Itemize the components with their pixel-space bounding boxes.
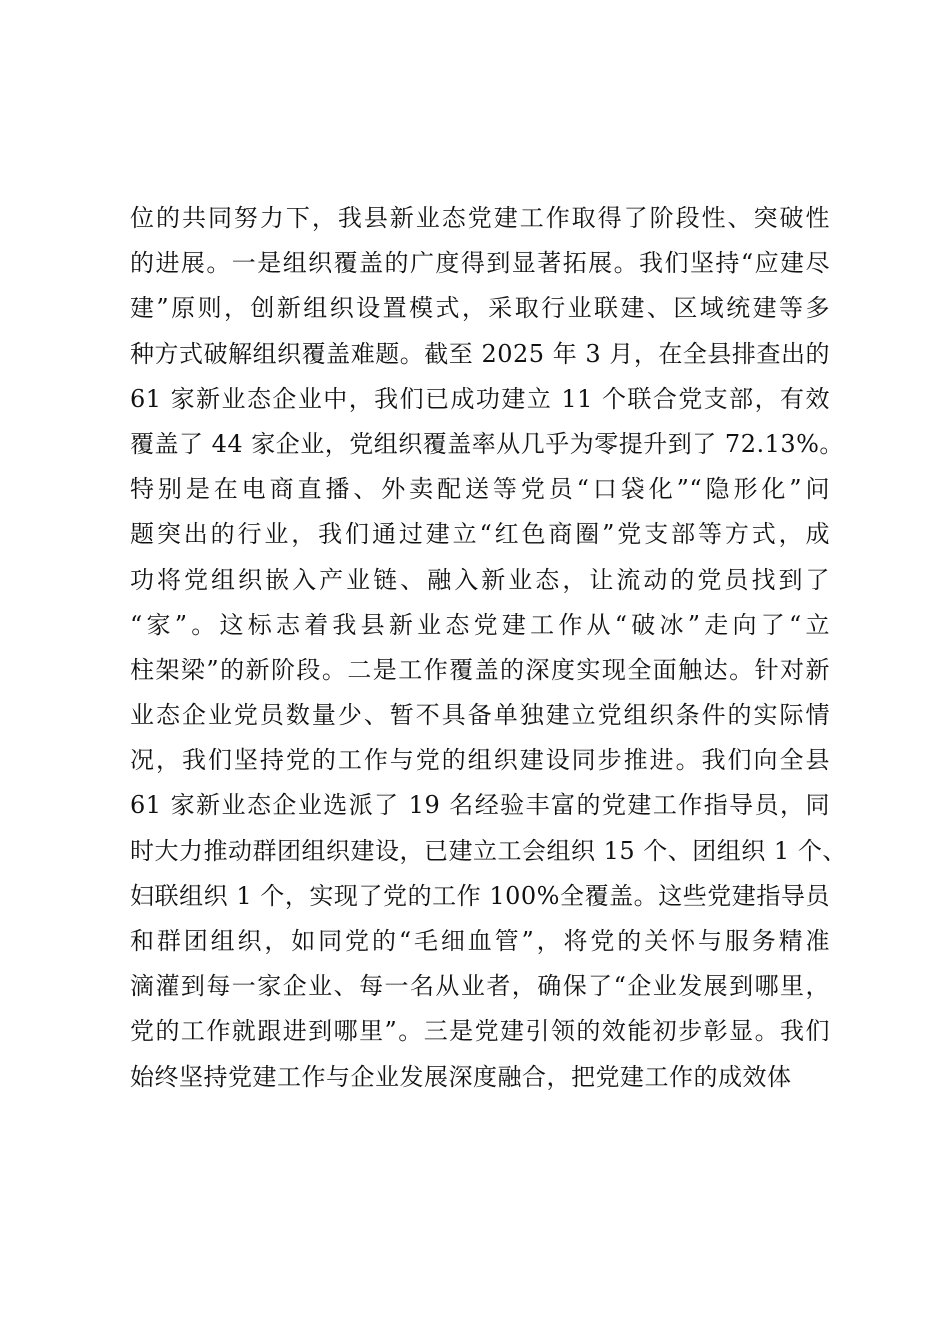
text-line: 位的共同努力下，我县新业态党建工作取得了阶段性、突破性 — [130, 204, 830, 232]
text-line: 妇联组织 1 个，实现了党的工作 100%全覆盖。这些党建指导员 — [130, 881, 830, 910]
text-line: 特别是在电商直播、外卖配送等党员“口袋化”“隐形化”问 — [130, 475, 830, 504]
text-line: 覆盖了 44 家企业，党组织覆盖率从几乎为零提升到了 72.13%。 — [130, 429, 844, 458]
text-line: 时大力推动群团组织建设，已建立工会组织 15 个、团组织 1 个、 — [130, 836, 847, 865]
text-line: 61 家新业态企业选派了 19 名经验丰富的党建工作指导员，同 — [130, 791, 830, 820]
text-line: 业态企业党员数量少、暂不具备单独建立党组织条件的实际情 — [130, 701, 830, 730]
text-line: 况，我们坚持党的工作与党的组织建设同步推进。我们向全县 — [130, 746, 830, 775]
text-line: 建”原则，创新组织设置模式，采取行业联建、区域统建等多 — [130, 294, 830, 323]
text-line: 功将党组织嵌入产业链、融入新业态，让流动的党员找到了 — [130, 565, 830, 594]
text-line: 党的工作就跟进到哪里”。三是党建引领的效能初步彰显。我们 — [130, 1017, 830, 1046]
text-line: 61 家新业态企业中，我们已成功建立 11 个联合党支部，有效 — [130, 384, 830, 413]
text-line: 滴灌到每一家企业、每一名从业者，确保了“企业发展到哪里， — [130, 972, 830, 1001]
text-line: 和群团组织，如同党的“毛细血管”，将党的关怀与服务精准 — [130, 927, 830, 955]
body-text — [130, 196, 847, 1100]
text-line: 种方式破解组织覆盖难题。截至 2025 年 3 月，在全县排查出的 — [130, 339, 830, 368]
text-line: “家”。这标志着我县新业态党建工作从“破冰”走向了“立 — [130, 610, 830, 639]
text-line: 题突出的行业，我们通过建立“红色商圈”党支部等方式，成 — [130, 520, 830, 549]
text-line: 的进展。一是组织覆盖的广度得到显著拓展。我们坚持“应建尽 — [130, 249, 830, 278]
text-line: 始终坚持党建工作与企业发展深度融合，把党建工作的成效体 — [130, 1062, 792, 1091]
text-line: 柱架梁”的新阶段。二是工作覆盖的深度实现全面触达。针对新 — [130, 655, 830, 684]
